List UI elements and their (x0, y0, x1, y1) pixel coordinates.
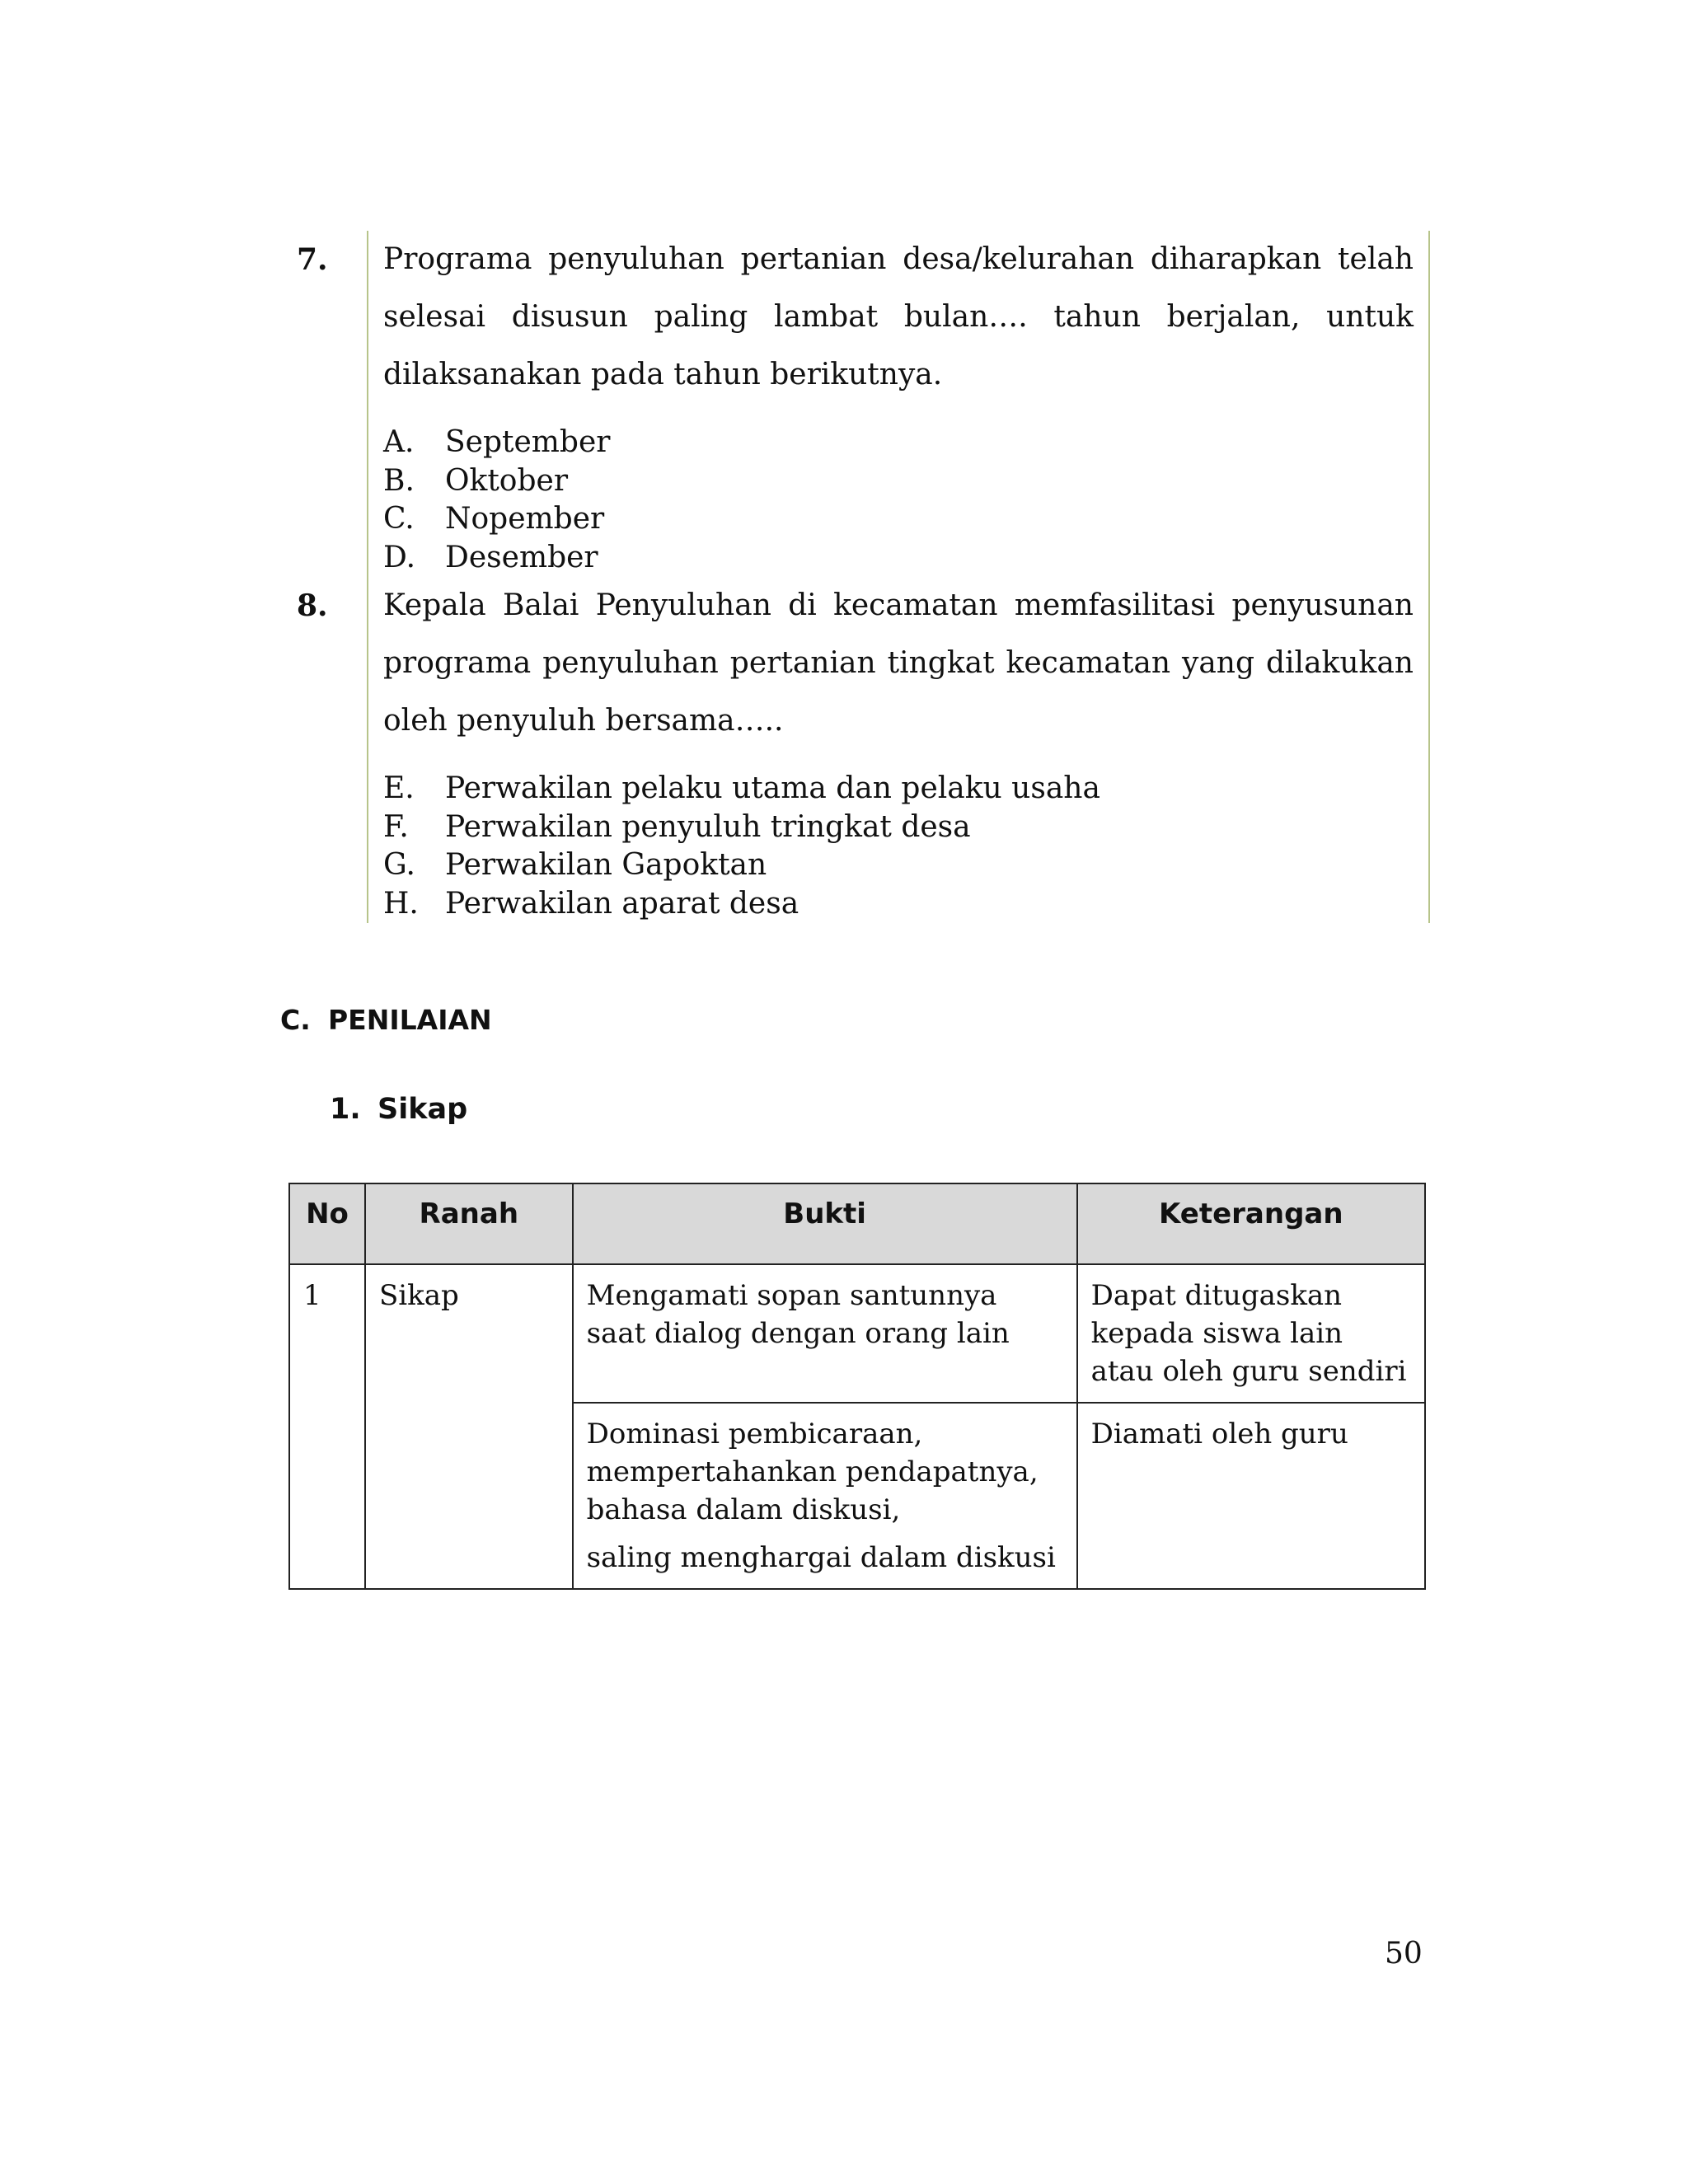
option-g[interactable] (383, 846, 1414, 885)
cell-bukti (573, 1403, 1077, 1589)
subsection-number: 1. (330, 1093, 361, 1126)
option-text: Perwakilan pelaku utama dan pelaku usaha (445, 771, 1100, 805)
question-body (367, 231, 1430, 577)
question-8 (297, 577, 1430, 923)
cell-ranah: Sikap (365, 1264, 573, 1589)
section-heading (280, 1004, 492, 1036)
header-no: No (289, 1183, 365, 1264)
cell-keterangan: Diamati oleh guru (1077, 1403, 1425, 1589)
bukti-line: saling menghargai dalam diskusi (586, 1541, 1056, 1574)
option-letter: G. (383, 848, 415, 882)
option-text: Perwakilan aparat desa (445, 886, 799, 921)
option-text: Oktober (445, 463, 569, 498)
question-list (297, 231, 1430, 923)
cell-no: 1 (289, 1264, 365, 1589)
option-letter: F. (383, 809, 409, 844)
question-number: 7. (297, 242, 328, 277)
option-text: September (445, 425, 611, 459)
option-f[interactable] (383, 808, 1414, 847)
option-h[interactable] (383, 885, 1414, 924)
option-text: Perwakilan penyuluh tringkat desa (445, 809, 971, 844)
section-letter: C. (280, 1004, 311, 1036)
question-7 (297, 231, 1430, 577)
page-number: 50 (1385, 1937, 1423, 1971)
option-c[interactable] (383, 500, 1414, 539)
bukti-line: bahasa dalam diskusi, (586, 1493, 901, 1526)
assessment-table (288, 1183, 1426, 1590)
subsection-heading (330, 1093, 467, 1126)
cell-bukti: Mengamati sopan santunnya saat dialog dengan orang lain (573, 1264, 1077, 1403)
question-body (367, 577, 1430, 923)
option-list (383, 770, 1414, 923)
option-letter: H. (383, 886, 419, 921)
header-bukti: Bukti (573, 1183, 1077, 1264)
option-letter: C. (383, 502, 415, 536)
option-letter: D. (383, 540, 416, 574)
header-keterangan: Keterangan (1077, 1183, 1425, 1264)
question-number: 8. (297, 588, 328, 623)
section-title: PENILAIAN (328, 1004, 492, 1036)
bukti-line: Dominasi pembicaraan, (586, 1418, 923, 1451)
option-letter: B. (383, 463, 415, 498)
option-text: Perwakilan Gapoktan (445, 848, 767, 882)
bukti-line: mempertahankan pendapatnya, (586, 1455, 1039, 1488)
option-e[interactable] (383, 770, 1414, 808)
option-letter: E. (383, 771, 415, 805)
cell-keterangan: Dapat ditugaskan kepada siswa lain atau oleh guru sendiri (1077, 1264, 1425, 1403)
option-letter: A. (383, 425, 415, 459)
option-d[interactable] (383, 539, 1414, 578)
header-ranah: Ranah (365, 1183, 573, 1264)
option-list (383, 424, 1414, 577)
option-b[interactable] (383, 462, 1414, 501)
question-text: Programa penyuluhan pertanian desa/kelurahan diharapkan telah selesai disusun paling lambat bulan…. tahun berjalan, untuk dilaksanakan pada tahun berikutnya. (383, 242, 1414, 391)
option-text: Desember (445, 540, 598, 574)
option-a[interactable] (383, 424, 1414, 462)
question-text: Kepala Balai Penyuluhan di kecamatan memfasilitasi penyusunan programa penyuluhan pertanian tingkat kecamatan yang dilakukan oleh penyuluh bersama….. (383, 588, 1414, 738)
table-row (289, 1264, 1425, 1403)
table-header-row (289, 1183, 1425, 1264)
option-text: Nopember (445, 502, 605, 536)
subsection-title: Sikap (377, 1093, 468, 1126)
